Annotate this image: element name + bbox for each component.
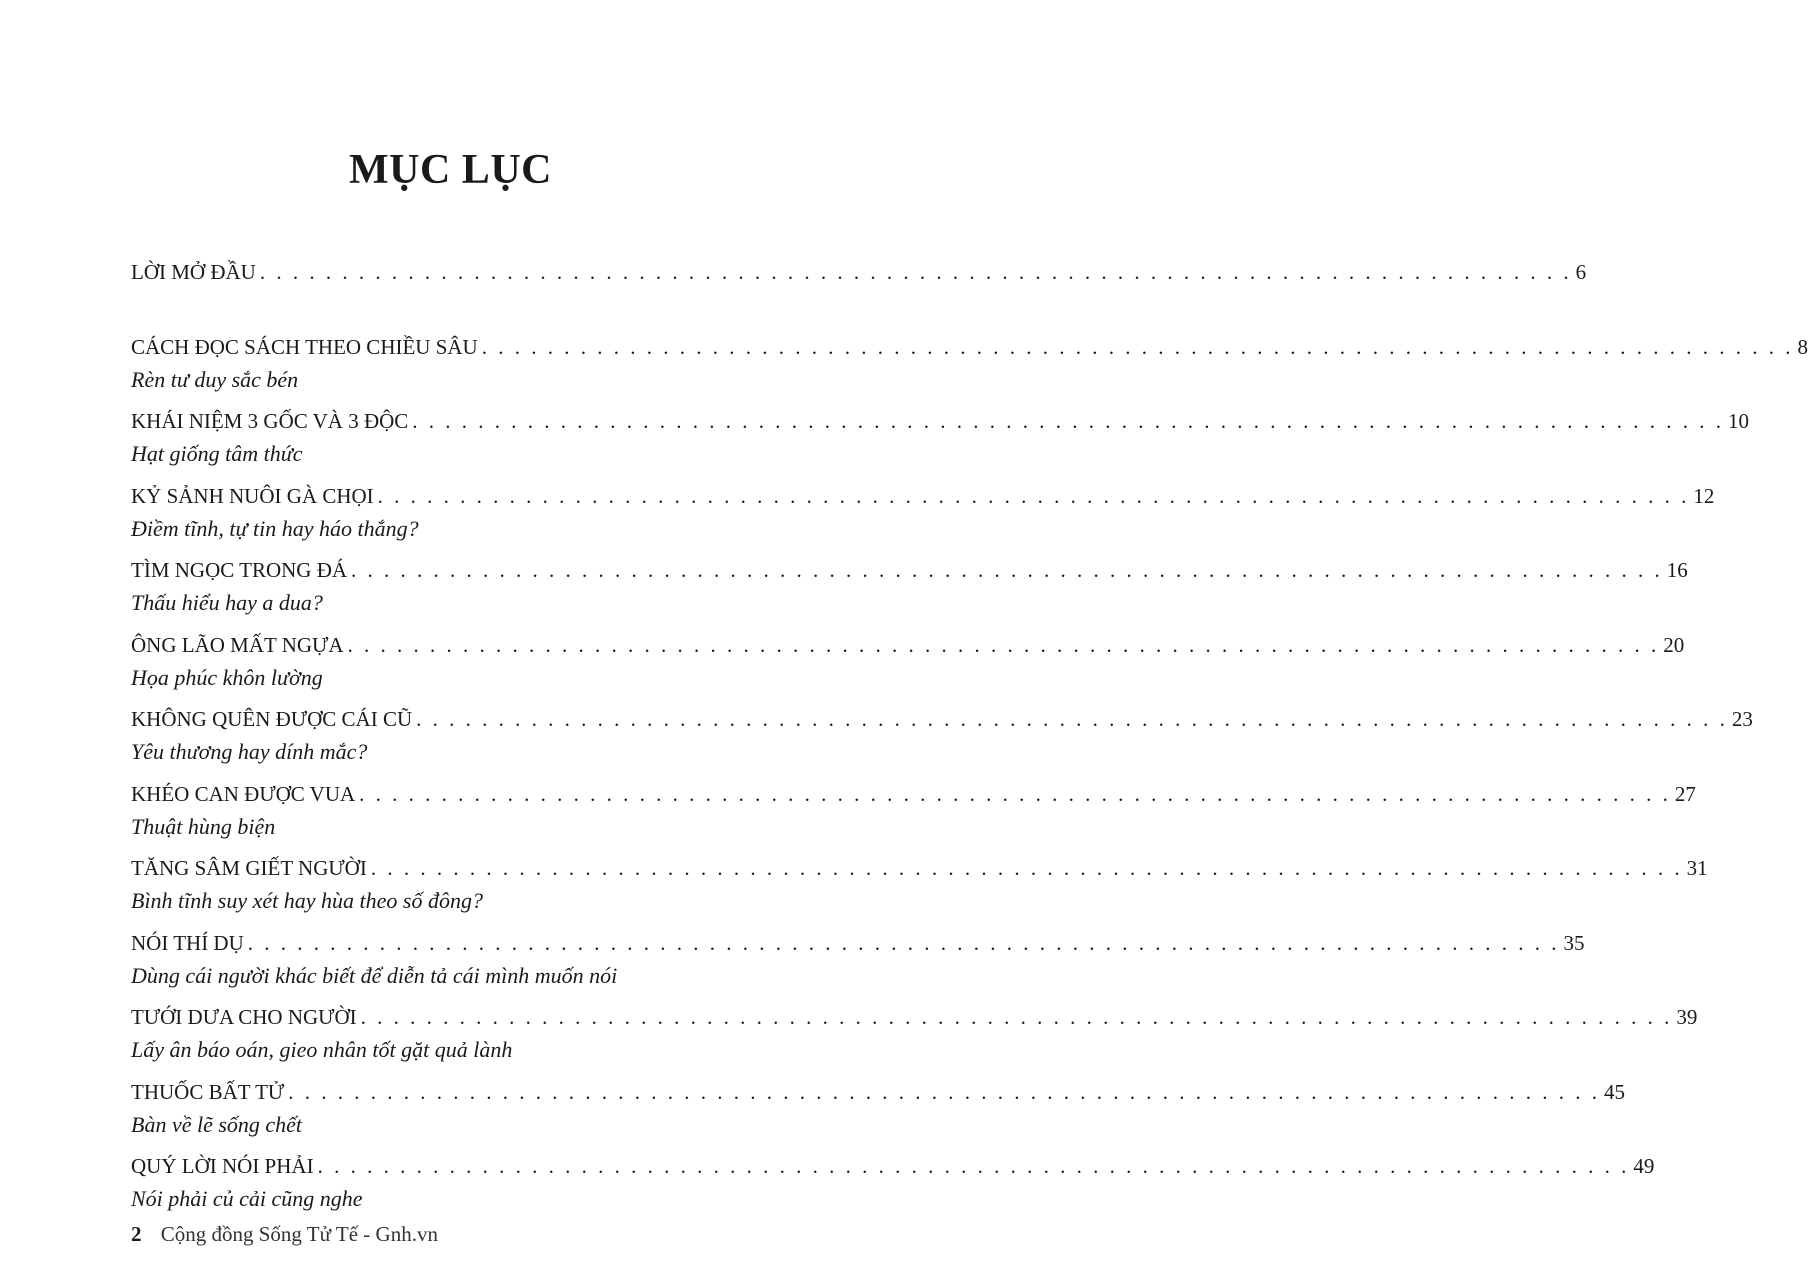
toc-entry-subtitle: Rèn tư duy sắc bén: [131, 366, 299, 392]
toc-entry-page-number: 12: [1693, 483, 1715, 508]
toc-entry-subtitle: Điềm tĩnh, tự tin hay háo thắng?: [131, 515, 419, 541]
toc-entry-title: TÌM NGỌC TRONG ĐÁ: [131, 558, 348, 582]
dot-leader: . . . . . . . . . . . . . . . . . . . . . . . . . . . . . . . . . . . . . . . . . . . . . . . . . . . . . . . . . . . . . . . . . . . . . . . . . . . . . . . .: [347, 632, 1660, 657]
toc-entry-title: NÓI THÍ DỤ: [131, 930, 244, 955]
toc-entry[interactable]: [131, 479, 1715, 554]
page-footer: [131, 1222, 438, 1247]
toc-entry-subtitle: Lấy ân báo oán, gieo nhân tốt gặt quả lành: [131, 1037, 513, 1062]
footer-text: Cộng đồng Sống Tử Tế - Gnh.vn: [160, 1222, 438, 1246]
toc-entry-line: [131, 851, 1708, 885]
toc-entry-line: [131, 255, 1587, 289]
dot-leader: . . . . . . . . . . . . . . . . . . . . . . . . . . . . . . . . . . . . . . . . . . . . . . . . . . . . . . . . . . . . . . . . . . . . . . . . . . . . . . . .: [288, 1079, 1600, 1104]
toc-entry-line: [131, 404, 1750, 438]
dot-leader: . . . . . . . . . . . . . . . . . . . . . . . . . . . . . . . . . . . . . . . . . . . . . . . . . . . . . . . . . . . . . . . . . . . . . . . . . . . . . . . .: [370, 856, 1683, 880]
toc-entry[interactable]: [131, 702, 1753, 777]
toc-entry-page-number: 49: [1633, 1154, 1655, 1178]
toc-entry-title: CÁCH ĐỌC SÁCH THEO CHIỀU SÂU: [131, 334, 478, 359]
toc-entry-line: [131, 777, 1696, 811]
toc-entry-line: [131, 330, 1808, 364]
dot-leader: . . . . . . . . . . . . . . . . . . . . . . . . . . . . . . . . . . . . . . . . . . . . . . . . . . . . . . . . . . . . . . . . . . . . . . . . . . . . . . . .: [247, 930, 1560, 955]
toc-entry-page-number: 23: [1731, 707, 1753, 731]
toc-entry-title: KHÁI NIỆM 3 GỐC VÀ 3 ĐỘC: [131, 409, 409, 433]
toc-entry[interactable]: [131, 1075, 1625, 1150]
toc-entry-line: [131, 702, 1753, 736]
dot-leader: . . . . . . . . . . . . . . . . . . . . . . . . . . . . . . . . . . . . . . . . . . . . . . . . . . . . . . . . . . . . . . . . . . . . . . . . . . . . . . . .: [351, 558, 1663, 582]
toc-entry-title: KHÉO CAN ĐƯỢC VUA: [131, 781, 356, 806]
toc-entry-title: KHÔNG QUÊN ĐƯỢC CÁI CŨ: [131, 707, 413, 731]
toc-entry-title: THUỐC BẤT TỬ: [131, 1079, 285, 1104]
toc-entry[interactable]: [131, 1149, 1655, 1224]
toc-entry[interactable]: [131, 255, 1587, 330]
toc-entry-title: KỶ SẢNH NUÔI GÀ CHỌI: [131, 483, 374, 508]
toc-entry-page-number: 10: [1728, 409, 1750, 433]
toc-entry-subtitle: Yêu thương hay dính mắc?: [131, 739, 368, 764]
dot-leader: . . . . . . . . . . . . . . . . . . . . . . . . . . . . . . . . . . . . . . . . . . . . . . . . . . . . . . . . . . . . . . . . . . . . . . . . . . . . . . . .: [412, 409, 1725, 433]
toc-entry-page-number: 39: [1676, 1005, 1698, 1029]
dot-leader: . . . . . . . . . . . . . . . . . . . . . . . . . . . . . . . . . . . . . . . . . . . . . . . . . . . . . . . . . . . . . . . . . . . . . . . . . . . . . . . .: [377, 483, 1690, 508]
toc-entry-page-number: 31: [1686, 856, 1708, 880]
toc-entry-line: [131, 553, 1688, 587]
toc-entry-page-number: 8: [1797, 334, 1808, 359]
toc-entry-page-number: 20: [1663, 632, 1685, 657]
toc-entry-subtitle: Thấu hiểu hay a dua?: [131, 590, 323, 615]
dot-leader: . . . . . . . . . . . . . . . . . . . . . . . . . . . . . . . . . . . . . . . . . . . . . . . . . . . . . . . . . . . . . . . . . . . . . . . . . . . . . . . .: [317, 1154, 1630, 1178]
table-of-contents: [131, 255, 1808, 1224]
toc-entry[interactable]: [131, 777, 1696, 852]
toc-entry[interactable]: [131, 330, 1808, 405]
toc-entry[interactable]: [131, 553, 1688, 628]
toc-entry-title: ÔNG LÃO MẤT NGỰA: [131, 632, 344, 657]
toc-entry[interactable]: [131, 404, 1750, 479]
dot-leader: . . . . . . . . . . . . . . . . . . . . . . . . . . . . . . . . . . . . . . . . . . . . . . . . . . . . . . . . . . . . . . . . . . . . . . . . . . . . . . . .: [259, 260, 1572, 284]
toc-entry-page-number: 16: [1666, 558, 1688, 582]
dot-leader: . . . . . . . . . . . . . . . . . . . . . . . . . . . . . . . . . . . . . . . . . . . . . . . . . . . . . . . . . . . . . . . . . . . . . . . . . . . . . . . .: [416, 707, 1728, 731]
toc-entry[interactable]: [131, 926, 1585, 1001]
dot-leader: . . . . . . . . . . . . . . . . . . . . . . . . . . . . . . . . . . . . . . . . . . . . . . . . . . . . . . . . . . . . . . . . . . . . . . . . . . . . . . . .: [481, 334, 1794, 359]
toc-entry-line: [131, 926, 1585, 960]
toc-entry-subtitle: Thuật hùng biện: [131, 813, 276, 839]
toc-entry-title: TĂNG SÂM GIẾT NGƯỜI: [131, 856, 367, 880]
toc-entry-line: [131, 479, 1715, 513]
toc-entry[interactable]: [131, 851, 1708, 926]
toc-entry-title: QUÝ LỜI NÓI PHẢI: [131, 1154, 314, 1178]
dot-leader: . . . . . . . . . . . . . . . . . . . . . . . . . . . . . . . . . . . . . . . . . . . . . . . . . . . . . . . . . . . . . . . . . . . . . . . . . . . . . . . .: [359, 781, 1671, 806]
footer-page-number: 2: [131, 1222, 142, 1246]
toc-entry-line: [131, 1075, 1625, 1109]
toc-entry-subtitle: Bàn về lẽ sống chết: [131, 1111, 303, 1137]
toc-entry-subtitle: Dùng cái người khác biết để diễn tả cái mình muốn nói: [131, 962, 618, 988]
toc-entry-subtitle: Họa phúc khôn lường: [131, 664, 323, 690]
toc-entry[interactable]: [131, 1000, 1698, 1075]
toc-entry-line: [131, 628, 1685, 662]
toc-entry-page-number: 35: [1563, 930, 1585, 955]
toc-entry-subtitle: Bình tĩnh suy xét hay hùa theo số đông?: [131, 888, 483, 913]
toc-entry-subtitle: Nói phải củ cải cũng nghe: [131, 1186, 363, 1211]
page-title: MỤC LỤC: [349, 147, 552, 193]
toc-entry[interactable]: [131, 628, 1685, 703]
toc-entry-title: TƯỚI DƯA CHO NGƯỜI: [131, 1005, 357, 1029]
toc-entry-page-number: 6: [1575, 260, 1587, 284]
dot-leader: . . . . . . . . . . . . . . . . . . . . . . . . . . . . . . . . . . . . . . . . . . . . . . . . . . . . . . . . . . . . . . . . . . . . . . . . . . . . . . . .: [360, 1005, 1673, 1029]
toc-entry-subtitle: Hạt giống tâm thức: [131, 441, 303, 466]
toc-entry-line: [131, 1149, 1655, 1183]
toc-entry-page-number: 27: [1674, 781, 1696, 806]
toc-entry-line: [131, 1000, 1698, 1034]
toc-entry-page-number: 45: [1603, 1079, 1625, 1104]
toc-entry-title: LỜI MỞ ĐẦU: [131, 260, 256, 284]
